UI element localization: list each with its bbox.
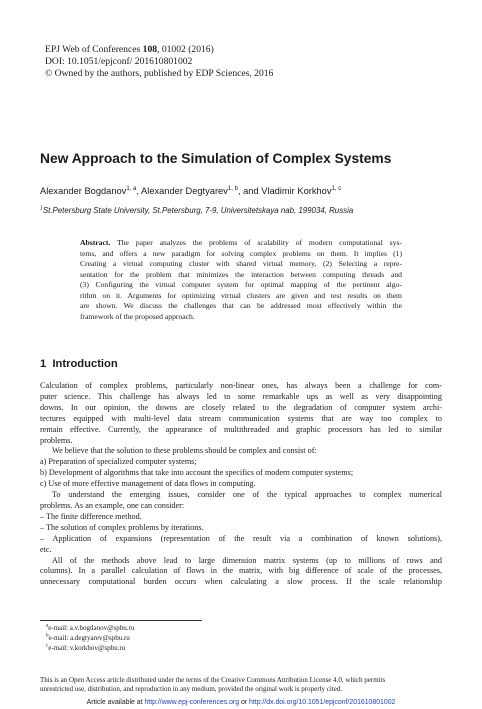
license-notice bbox=[40, 676, 385, 695]
author-3-name: Vladimir Korkhov bbox=[261, 186, 332, 196]
abstract-line: Creating a virtual computing cluster with shared virtual memory, (2) Selecting a repre- bbox=[80, 259, 402, 269]
footnote-email: e-mail: v.korkhov@spbu.ru bbox=[48, 644, 126, 652]
footnote-a bbox=[46, 624, 134, 632]
journal-link[interactable]: http://www.epj-conferences.org bbox=[144, 699, 240, 706]
body-line: problems. bbox=[40, 435, 73, 445]
paper-title: New Approach to the Simulation of Complex Systems bbox=[40, 151, 392, 166]
affiliation bbox=[40, 206, 353, 215]
section-number: 1 bbox=[40, 358, 47, 370]
footnote-email: e-mail: a.degtyarev@spbu.ru bbox=[48, 634, 130, 642]
author-1-sup: 1, a bbox=[126, 185, 137, 192]
abstract-line: framework of the proposed approach. bbox=[80, 311, 195, 321]
body-line: unnecessary computational burden occurs when calculating a slow process. If the scale relationship bbox=[40, 577, 442, 587]
copyright-line: © Owned by the authors, published by EDP Sciences, 2016 bbox=[45, 68, 274, 79]
doi-line: DOI: 10.1051/epjconf/ 201610801002 bbox=[45, 56, 193, 67]
footnote-mark: a bbox=[46, 623, 49, 629]
journal-citation bbox=[45, 44, 214, 56]
abstract-line: (3) Configuring the virtual computer system for optimal mapping of the pertinent algo- bbox=[80, 280, 402, 290]
body-line: problems. As an example, one can consider: bbox=[40, 500, 185, 510]
license-line: unrestricted use, distribution, and reproduction in any medium, provided the original work is properly cited. bbox=[40, 685, 343, 694]
author-2-sup: 1, b bbox=[227, 185, 238, 192]
body-line: a) Preparation of specialized computer systems; bbox=[40, 457, 197, 467]
abstract bbox=[80, 238, 402, 322]
article-suffix: , 01002 (2016) bbox=[157, 44, 214, 55]
body-line: – The solution of complex problems by iterations. bbox=[40, 522, 204, 532]
footnote-rule bbox=[40, 620, 202, 621]
abstract-line: Abstract. The paper analyzes the problems of scalability of modern computational sys- bbox=[80, 238, 402, 247]
footnote-mark: c bbox=[46, 643, 49, 649]
doi-link[interactable]: http://dx.doi.org/10.1051/epjconf/201610801002 bbox=[249, 699, 396, 706]
body-line: b) Development of algorithms that take into account the specifics of modern computer systems; bbox=[40, 468, 354, 478]
body-line: We believe that the solution to these problems should be complex and consist of: bbox=[52, 446, 317, 456]
body-line: puter science. This challenge has always led to some remarkable ups as well as very disappointing bbox=[40, 391, 442, 401]
body-line: downs. In our opinion, the downs are closely related to the degradation of computer system archi- bbox=[40, 402, 442, 412]
author-3-sup: 1, c bbox=[331, 185, 342, 192]
author-sep-2: , and bbox=[237, 186, 262, 196]
body-line: tectures equipped with multi-level data stream communication systems that are way too complex to bbox=[40, 413, 442, 423]
author-2-name: Alexander Degtyarev bbox=[141, 186, 228, 196]
footnote-mark: b bbox=[46, 633, 49, 639]
footnote-b bbox=[46, 634, 130, 642]
journal-volume: 108 bbox=[142, 44, 158, 55]
section-heading bbox=[40, 358, 118, 370]
body-line: c) Use of more effective management of data flows in computing. bbox=[40, 479, 256, 489]
availability-mid: or bbox=[239, 699, 250, 706]
journal-prefix: EPJ Web of Conferences bbox=[45, 44, 143, 55]
section-title: Introduction bbox=[52, 358, 118, 370]
body-line: columns). In a parallel calculation of flows in the matrix, with big difference of scale of the processes, bbox=[40, 566, 442, 576]
body-line: etc. bbox=[40, 544, 52, 554]
author-list bbox=[40, 186, 341, 196]
body-line: Calculation of complex problems, particularly non-linear ones, has always been a challenge for com- bbox=[40, 381, 442, 390]
abstract-line: sentation for the problem that minimizes the interaction between computing threads and bbox=[80, 269, 402, 279]
body-line: – The finite difference method. bbox=[40, 511, 142, 521]
abstract-line: are shown. We discuss the challenges that can be addressed most effectively within the bbox=[80, 301, 402, 311]
article-availability bbox=[0, 699, 482, 706]
abstract-label: Abstract. bbox=[80, 238, 111, 247]
author-1-name: Alexander Bogdanov bbox=[40, 186, 127, 196]
footnote-email: e-mail: a.v.bogdanov@spbu.ru bbox=[48, 624, 135, 632]
body-text bbox=[40, 381, 442, 588]
body-line: All of the methods above lead to large dimension matrix systems (up to millions of rows and bbox=[52, 555, 442, 565]
body-line: – Application of expansions (representation of the result via a combination of known solutions), bbox=[40, 533, 442, 543]
body-line: To understand the emerging issues, consider one of the typical approaches to complex numerical bbox=[52, 490, 442, 500]
abstract-line: rithm on it. Arguments for optimizing virtual clusters are given and test results on them bbox=[80, 290, 402, 300]
abstract-line: tems, and offers a new paradigm for solving complex problems on them. It implies (1) bbox=[80, 248, 402, 258]
author-sep-1: , bbox=[136, 186, 142, 196]
affiliation-sup: 1 bbox=[40, 205, 43, 212]
license-line: This is an Open Access article distributed under the terms of the Creative Commons Attribution License 4.0, which permits bbox=[40, 676, 386, 684]
body-line: remain effective. Currently, the appearance of multithreaded and graphic processors has led to similar bbox=[40, 424, 442, 434]
availability-prefix: Article available at bbox=[86, 699, 145, 706]
affiliation-text: St.Petersburg State University, St.Petersburg, 7-9, Universitetskaya nab, 199034, Russia bbox=[42, 206, 354, 215]
footnote-c bbox=[46, 644, 125, 652]
